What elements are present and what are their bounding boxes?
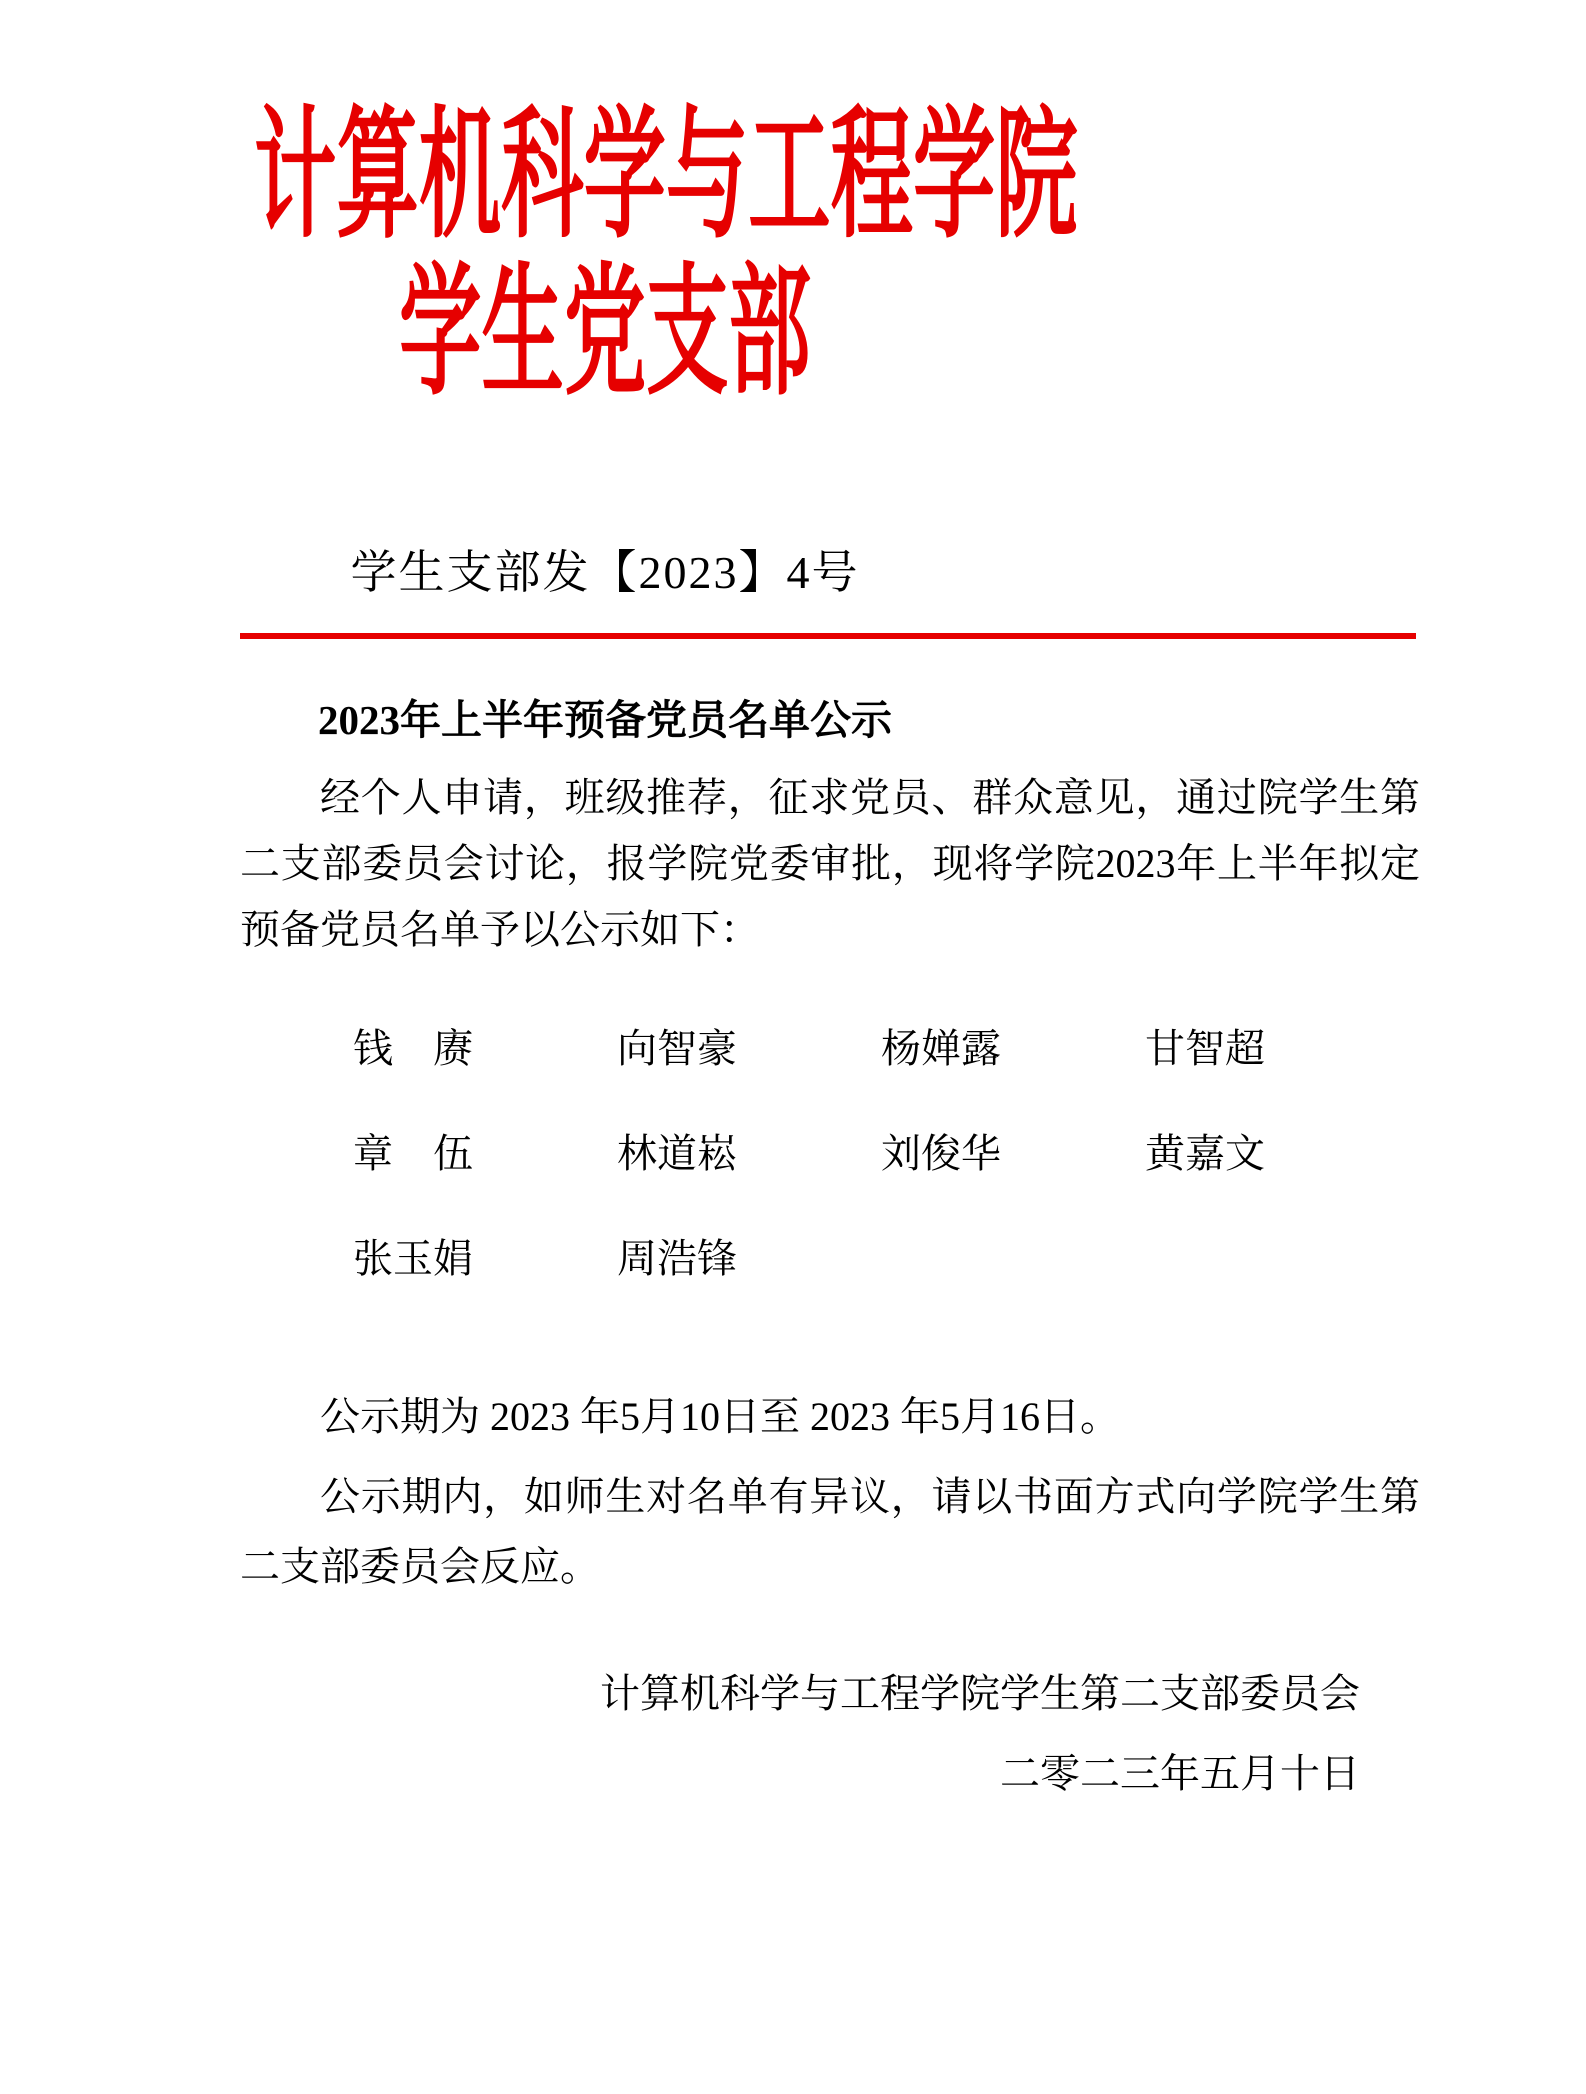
org-title-line1: 计算机科学与工程学院	[254, 97, 1078, 255]
objection-paragraph: 公示期内，如师生对名单有异议，请以书面方式向学院学生第二支部委员会反应。	[240, 1474, 1420, 1589]
doc-number: 学生支部发【2023】4号	[350, 547, 860, 598]
signature-date: 二零二三年五月十日	[1000, 1751, 1360, 1796]
candidate-name: 甘智超	[1145, 1026, 1265, 1071]
candidate-name: 杨婵露	[881, 1026, 1001, 1071]
candidate-name: 章 伍	[353, 1131, 473, 1176]
signature-committee: 计算机科学与工程学院学生第二支部委员会	[600, 1671, 1360, 1716]
document-title: 2023年上半年预备党员名单公示	[318, 697, 892, 743]
candidate-name: 刘俊华	[881, 1131, 1001, 1176]
candidate-name: 向智豪	[617, 1026, 737, 1071]
names-row-2	[353, 1133, 1405, 1175]
names-list	[353, 1028, 1405, 1343]
candidate-name: 张玉娟	[353, 1236, 473, 1281]
org-title-line2: 学生党支部	[399, 254, 811, 412]
publicity-period: 公示期为 2023 年5月10日至 2023 年5月16日。	[320, 1394, 1120, 1439]
intro-paragraph: 经个人申请，班级推荐，征求党员、群众意见，通过院学生第二支部委员会讨论，报学院党委审批，现将学院2023年上半年拟定预备党员名单予以公示如下：	[240, 775, 1420, 952]
candidate-name: 林道崧	[617, 1131, 737, 1176]
candidate-name: 黄嘉文	[1145, 1131, 1265, 1176]
candidate-name: 钱 赓	[353, 1026, 473, 1071]
candidate-name: 周浩锋	[617, 1236, 737, 1281]
names-row-3	[353, 1238, 1405, 1280]
red-divider-line	[240, 633, 1416, 639]
names-row-1	[353, 1028, 1405, 1070]
